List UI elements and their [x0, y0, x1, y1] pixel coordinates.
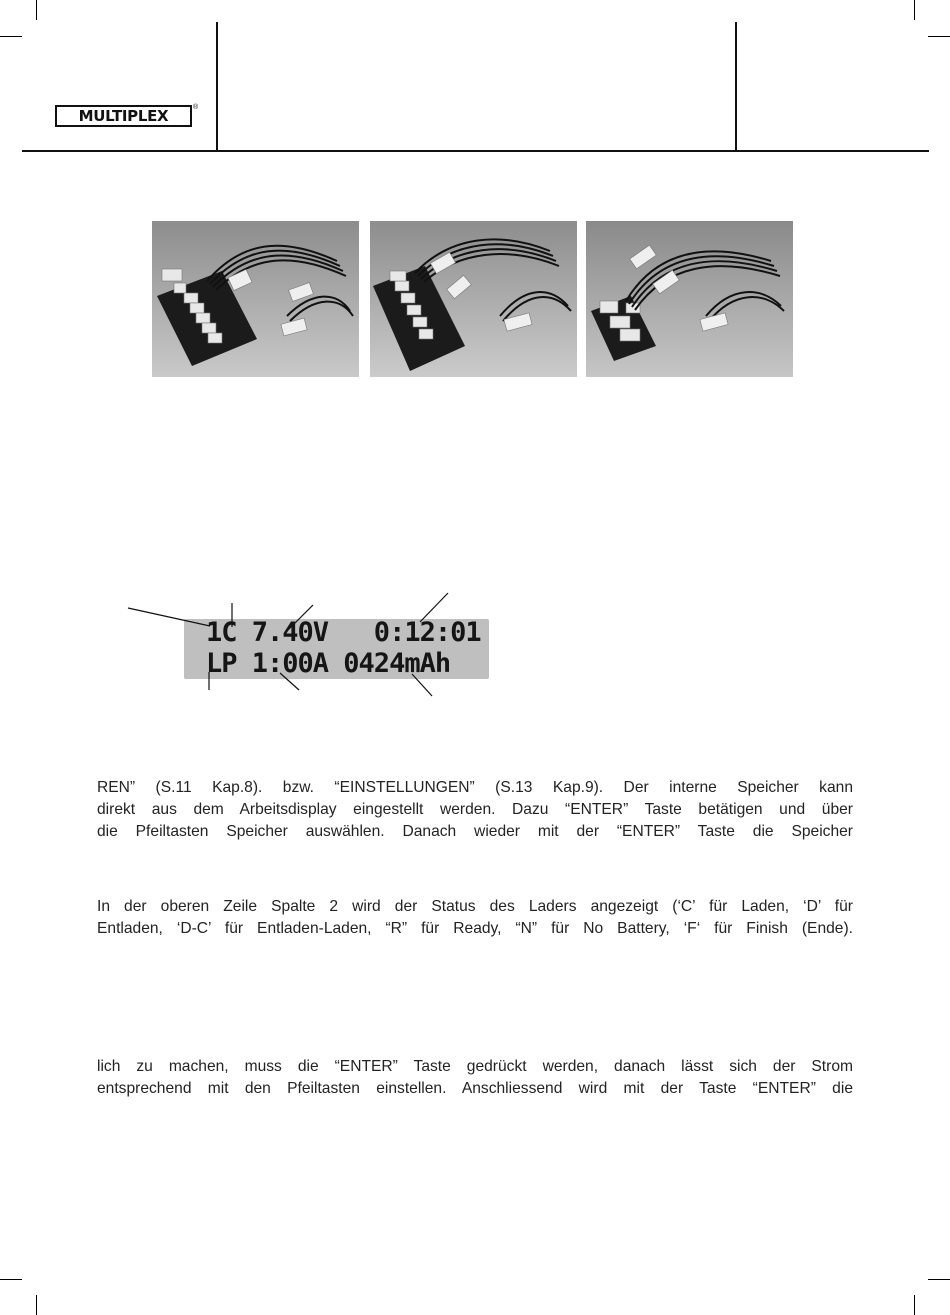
header-divider-left: [216, 22, 218, 152]
registered-mark: ®: [193, 104, 199, 111]
product-photo-1: [152, 221, 359, 377]
text-line: entsprechend mit den Pfeiltasten einstellen. Anschliessend wird mit der Taste “ENTER” die: [97, 1080, 853, 1097]
paragraph-memory-settings: [97, 777, 853, 843]
logo-text: MULTIPLEX: [78, 107, 169, 125]
product-photo-3: [586, 221, 793, 377]
text-line: lich zu machen, muss die “ENTER” Taste gedrückt werden, danach lässt sich der Strom: [97, 1058, 853, 1075]
balancer-board-photo-icon: [586, 221, 793, 377]
text-line: In der oberen Zeile Spalte 2 wird der Status des Laders angezeigt (‘C’ für Laden, ‘D’ für: [97, 898, 853, 915]
multiplex-logo: [55, 105, 192, 127]
lcd-line-2: LP 1:00A 0424mAh: [206, 648, 451, 679]
text-line: REN” (S.11 Kap.8). bzw. “EINSTELLUNGEN” (S.13 Kap.9). Der interne Speicher kann: [97, 779, 853, 796]
crop-mark: [928, 36, 950, 37]
header-rule: [22, 150, 929, 152]
text-line: direkt aus dem Arbeitsdisplay eingestellt werden. Dazu “ENTER” Taste betätigen und über: [97, 801, 853, 818]
header-divider-right: [735, 22, 737, 152]
text-line: Entladen, ‘D-C’ für Entladen-Laden, “R” für Ready, “N” für No Battery, ‘F‘ für Finish (Ende).: [97, 920, 853, 937]
crop-mark: [914, 0, 915, 20]
crop-mark: [0, 36, 22, 37]
paragraph-charger-status: [97, 896, 853, 940]
crop-mark: [0, 1279, 22, 1280]
balancer-board-photo-icon: [370, 221, 577, 377]
paragraph-current-setting: [97, 1056, 853, 1100]
text-line: die Pfeiltasten Speicher auswählen. Danach wieder mit der “ENTER” Taste die Speicher: [97, 823, 853, 840]
crop-mark: [36, 1295, 37, 1315]
product-photo-2: [370, 221, 577, 377]
lcd-line-1: 1C 7.40V 0:12:01: [206, 617, 481, 648]
crop-mark: [36, 0, 37, 20]
crop-mark: [914, 1295, 915, 1315]
balancer-board-photo-icon: [152, 221, 359, 377]
crop-mark: [928, 1279, 950, 1280]
lcd-display: [184, 619, 489, 679]
